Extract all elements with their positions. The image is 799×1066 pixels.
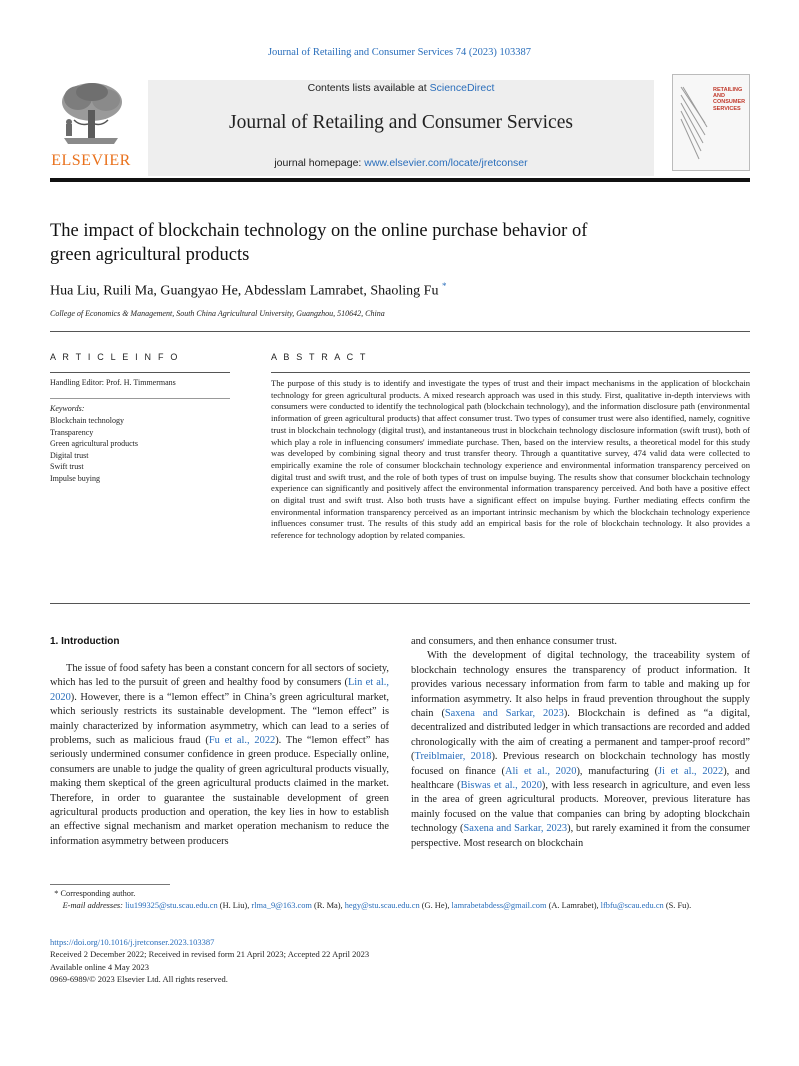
email-link[interactable]: rlma_9@163.com <box>251 901 312 911</box>
keyword-item: Swift trust <box>50 462 84 472</box>
email-addresses <box>50 900 750 912</box>
journal-cover-thumbnail[interactable] <box>672 74 750 171</box>
corresponding-note <box>50 888 750 900</box>
email-link[interactable]: hegy@stu.scau.edu.cn <box>344 901 420 911</box>
citation-link[interactable]: Saxena and Sarkar, 2023 <box>463 823 568 835</box>
cover-title <box>713 87 749 112</box>
elsevier-logo[interactable] <box>50 80 132 172</box>
footnote-rule <box>50 884 170 885</box>
intro-paragraph: With the development of digital technology, the traceability system of blockchain technology ensures the transparency of product information. It provides various necessary information from farm to table and making up for information asymmetry. It also helps in fraud prevention throughout the supply chain (Saxena and Sarkar, 2023). Blockchain is defined as “a digital, decentralized and distributed ledger in which transactions are recorded and added chronologically with the aim of creating a permanent and tamper-proof record” (Treiblmaier, 2018). Previous research on blockchain technology has mostly focused on finance (Ali et al., 2020), manufacturing (Ji et al., 2022), and healthcare (Biswas et al., 2020), with less research in agriculture, and even less in the area of green agricultural products. Moreover, previous literature has mainly focused on the value that companies can bring by adopting blockchain technology (Saxena and Sarkar, 2023), but rarely examined it from the consumer perspective. Most research on blockchain <box>411 650 751 849</box>
article-title <box>50 219 690 267</box>
journal-citation-link[interactable]: Journal of Retailing and Consumer Services 74 (2023) 103387 <box>267 47 532 58</box>
sciencedirect-link[interactable]: ScienceDirect <box>429 82 495 94</box>
citation-link[interactable]: Saxena and Sarkar, 2023 <box>444 708 564 720</box>
keyword-item: Blockchain technology <box>50 416 124 425</box>
article-meta <box>50 936 750 985</box>
homepage-link[interactable]: www.elsevier.com/locate/jretconser <box>364 157 528 169</box>
header-divider <box>50 178 750 182</box>
citation-link[interactable]: Biswas et al., 2020 <box>460 780 542 792</box>
publisher-wordmark: ELSEVIER <box>51 152 131 169</box>
keyword-item: Green agricultural products <box>50 439 138 449</box>
abstract-text: The purpose of this study is to identify and investigate the types of trust and their impact mechanisms in the application of blockchain technology for green agricultural products. A mixed research approach was used in this study. First, qualitative in-depth interviews with consumers were conducted to identify the technological path (blockchain technology), and the information disclosure path (environmental information of green agricultural products) that affect consumer trust. Two types of consumer trust were also identified, namely, cognitive trust in blockchain technology (digital trust), and instantaneous trust in blockchain technology disclosure information (swift trust), both of which play a role in influencing consumers' immediate purchase. Then, based on the interview results, a theoretical model for this study was developed by combining signal theory and trust transfer theory. Through a quantitative survey, 474 valid data were collected to empirically examine the role of consumer blockchain technology experience and environmental information transparency perceived on digital trust and swift trust, and the role of both types of trust on impulse buying. The results show that consumer blockchain technology experience can significantly and positively affect the environmental information transparency perceived. And both have a positive effect on digital trust and swift trust. Also both trusts have a significant effect on impulse buying. Further mediating effects confirm the environmental information transparency perceived as an important intrinsic mechanism by which the blockchain technology experience influences consumer trust. The results of this study add an empirical basis for the role of blockchain technology. It also provides a reference for technology adoption by related companies. <box>271 378 750 541</box>
email-link[interactable]: liu199325@stu.scau.edu.cn <box>125 901 218 911</box>
intro-paragraph-continuation: and consumers, and then enhance consumer trust. <box>411 636 618 647</box>
article-title-line: green agricultural products <box>50 245 250 265</box>
citation-link[interactable]: Ji et al., 2022 <box>658 765 724 777</box>
cover-title-line: RETAILING <box>713 87 743 93</box>
corresponding-author-label: Corresponding author. <box>60 889 136 898</box>
email-link[interactable]: lamrabetabdess@gmail.com <box>451 901 547 911</box>
keyword-item: Transparency <box>50 427 94 437</box>
elsevier-tree-icon <box>54 80 128 146</box>
keyword-item: Digital trust <box>50 450 89 460</box>
doi-link[interactable]: https://doi.org/10.1016/j.jretconser.2023.103387 <box>50 937 215 947</box>
received-dates: Received 2 December 2022; Received in revised form 21 April 2023; Accepted 22 April 2023 <box>50 949 370 960</box>
email-link[interactable]: lfbfu@scau.edu.cn <box>600 901 664 911</box>
article-info-rule <box>50 372 230 373</box>
article-info-subrule <box>50 398 230 399</box>
keywords-list <box>50 415 138 485</box>
handling-editor: Handling Editor: Prof. H. Timmermans <box>50 378 176 387</box>
available-online: Available online 4 May 2023 <box>50 961 149 972</box>
authors-text: Hua Liu, Ruili Ma, Guangyao He, Abdesslam Lamrabet, Shaoling Fu <box>50 283 439 299</box>
journal-header <box>50 72 750 176</box>
keywords-label: Keywords: <box>50 404 85 413</box>
citation-link[interactable]: Lin et al., 2020 <box>50 677 389 703</box>
email-owner: (A. Lamrabet), <box>546 901 599 911</box>
citation-link[interactable]: Fu et al., 2022 <box>208 735 276 747</box>
keyword-item: Impulse buying <box>50 473 100 483</box>
author-list <box>50 281 690 300</box>
email-owner: (R. Ma), <box>311 901 343 911</box>
journal-name: Journal of Retailing and Consumer Services <box>229 112 573 133</box>
journal-banner <box>148 80 654 176</box>
contents-prefix: Contents lists available at <box>307 82 427 94</box>
abstract-rule <box>271 372 750 373</box>
intro-right-column <box>411 635 750 851</box>
cover-title-line: SERVICES <box>713 105 741 112</box>
email-owner: (H. Liu), <box>217 901 250 911</box>
citation-link[interactable]: Ali et al., 2020 <box>504 765 577 777</box>
title-divider <box>50 331 750 332</box>
copyright: 0969-6989/© 2023 Elsevier Ltd. All rights reserved. <box>50 973 228 984</box>
homepage-line <box>148 157 654 169</box>
contents-line <box>148 82 654 94</box>
cover-title-line: CONSUMER <box>713 99 746 106</box>
article-title-line: The impact of blockchain technology on the online purchase behavior of <box>50 221 588 241</box>
abstract-heading: A B S T R A C T <box>271 352 368 362</box>
cover-artwork-icon <box>679 83 709 163</box>
footnote-mark: * <box>54 889 59 898</box>
affiliation: College of Economics & Management, South China Agricultural University, Guangzhou, 510642, China <box>50 309 385 318</box>
email-owner: (G. He), <box>419 901 450 911</box>
cover-title-line: AND <box>713 93 725 100</box>
article-info-heading: A R T I C L E I N F O <box>50 352 180 362</box>
corresponding-author-mark[interactable]: * <box>441 281 447 291</box>
citation-link[interactable]: Treiblmaier, 2018 <box>414 751 492 763</box>
introduction-heading: 1. Introduction <box>50 636 120 647</box>
email-label: E-mail addresses: <box>62 901 123 911</box>
email-owner: (S. Fu). <box>663 901 692 911</box>
intro-left-column <box>50 662 389 849</box>
abstract-bottom-rule <box>50 603 750 604</box>
footnote <box>50 888 750 913</box>
intro-paragraph: The issue of food safety has been a constant concern for all sectors of society, which has led to the pursuit of green and healthy food by consumers (Lin et al., 2020). However, there is a “lemon effect” in China’s green agricultural market, which seriously restricts its sustainable development. The “lemon effect” is mainly characterized by information asymmetry, which can lead to a series of problems, such as malicious fraud (Fu et al., 2022). The “lemon effect” has seriously undermined consumer confidence in green produce. Especially online, consumers are unable to judge the quality of green agricultural products visually, making them skeptical of the green agricultural products claimed in the market. Therefore, in order to guarantee the sustainable development of green agricultural products production and operation, the key lies in how to establish an effective signal mechanism and market operation mechanism to reduce the information asymmetry between producers <box>50 663 389 847</box>
homepage-prefix: journal homepage: <box>274 157 362 169</box>
